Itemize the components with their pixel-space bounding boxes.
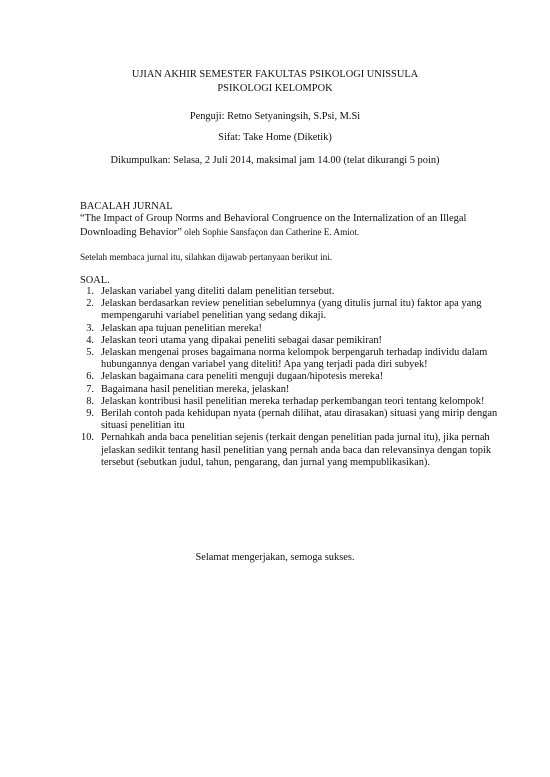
question-number: 5. (86, 347, 94, 359)
examiner-line: Penguji: Retno Setyaningsih, S.Psi, M.Si (189, 111, 361, 122)
question-text: Jelaskan mengenai proses bagaimana norma kelompok berpengaruh terhadap individu dalam hubungannya dengan variabel yang diteliti! Apa yang terjadi pada diri subyek! (101, 347, 488, 371)
question-text: Berilah contoh pada kehidupan nyata (pernah dilihat, atau dirasakan) situasi yang mirip dengan situasi penelitian itu (101, 408, 498, 432)
question-item (80, 286, 498, 298)
question-text: Jelaskan kontribusi hasil penelitian mereka terhadap perkembangan teori tentang kelompok! (101, 395, 485, 407)
question-item (80, 432, 498, 469)
question-number: 2. (86, 298, 94, 310)
question-number: 6. (86, 371, 94, 383)
question-item (80, 408, 498, 432)
question-item (80, 323, 498, 335)
question-text: Jelaskan bagaimana cara peneliti menguji dugaan/hipotesis mereka! (101, 371, 384, 383)
question-item (80, 396, 498, 408)
question-text: Pernahkah anda baca penelitian sejenis (terkait dengan penelitian pada jurnal itu), jika pernah jelaskan sedikit tentang hasil penelitian yang pernah anda baca dan relevansinya dengan topik tersebut (sebutkan judul, tahun, pengarang, dan jurnal yang mempublikasikan). (101, 432, 492, 468)
question-number: 7. (86, 383, 94, 395)
question-text: Jelaskan teori utama yang dipakai peneliti sebagai dasar pemikiran! (101, 334, 383, 346)
question-item (80, 384, 498, 396)
exam-title: UJIAN AKHIR SEMESTER FAKULTAS PSIKOLOGI UNISSULA (131, 69, 419, 80)
question-number: 1. (86, 286, 94, 297)
question-number: 4. (86, 334, 94, 346)
question-number: 9. (86, 408, 94, 420)
question-number: 10. (81, 432, 94, 444)
question-item (80, 298, 498, 322)
reading-instruction: Setelah membaca jurnal itu, silahkan dijawab pertanyaan berikut ini. (80, 252, 333, 262)
closing-message: Selamat mengerjakan, semoga sukses. (195, 552, 355, 563)
question-text: Jelaskan apa tujuan penelitian mereka! (101, 322, 262, 334)
question-number: 8. (86, 395, 94, 407)
journal-title: “The Impact of Group Norms and Behavioral Congruence on the Internalization of an Illegal Downloading Behavior” (80, 213, 467, 238)
deadline-line: Dikumpulkan: Selasa, 2 Juli 2014, maksimal jam 14.00 (telat dikurangi 5 poin) (110, 155, 440, 166)
question-number: 3. (86, 322, 94, 334)
reading-heading: BACALAH JURNAL (80, 201, 173, 212)
question-text: Jelaskan berdasarkan review penelitian sebelumnya (yang ditulis jurnal itu) faktor apa yang mempengaruhi variabel penelitian yang sedang dikaji. (101, 298, 482, 322)
question-item (80, 347, 498, 371)
question-item (80, 371, 498, 383)
questions-heading: SOAL. (80, 275, 110, 286)
question-text: Jelaskan variabel yang diteliti dalam penelitian tersebut. (101, 286, 335, 297)
question-list (80, 286, 498, 469)
question-item (80, 335, 498, 347)
question-text: Bagaimana hasil penelitian mereka, jelaskan! (101, 383, 290, 395)
course-name: PSIKOLOGI KELOMPOK (217, 83, 333, 94)
journal-reference (80, 212, 495, 239)
journal-authors: oleh Sophie Sansfaçon dan Catherine E. Amiot. (181, 226, 360, 237)
exam-nature-line: Sifat: Take Home (Diketik) (218, 132, 332, 143)
